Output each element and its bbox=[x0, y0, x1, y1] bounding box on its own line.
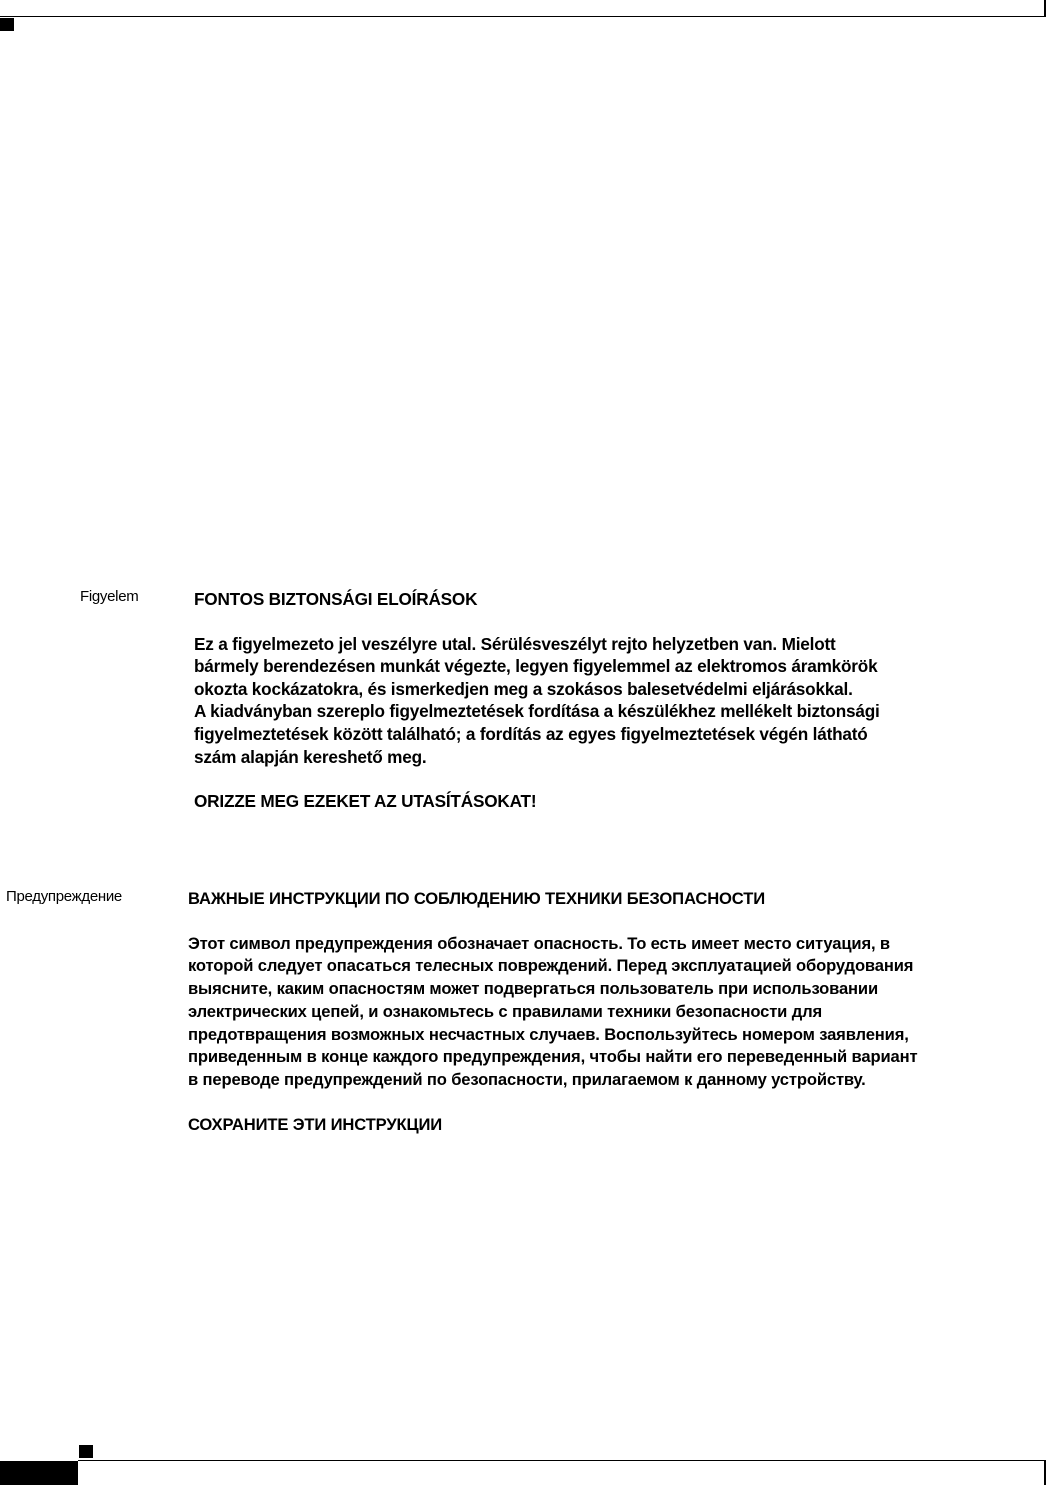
paragraph-line: выясните, каким опасностям может подвергаться пользователь при использовании bbox=[188, 979, 879, 999]
paragraph-line: Этот символ предупреждения обозначает опасность. То есть имеет место ситуация, в bbox=[188, 933, 890, 953]
paragraph-line: figyelmeztetések között található; a fordítás az egyes figyelmeztetések végén látható bbox=[194, 723, 868, 744]
paragraph-line: A kiadványban szereplo figyelmeztetések fordítása a készülékhez mellékelt biztonsági bbox=[194, 701, 880, 722]
warning-closing: ORIZZE MEG EZEKET AZ UTASÍTÁSOKAT! bbox=[194, 791, 537, 812]
warning-heading: FONTOS BIZTONSÁGI ELOÍRÁSOK bbox=[194, 589, 478, 609]
paragraph-line: bármely berendezésen munkát végezte, legyen figyelemmel az elektromos áramkörök bbox=[194, 656, 878, 677]
paragraph-line: предотвращения возможных несчастных случаев. Воспользуйтесь номером заявления, bbox=[188, 1024, 909, 1044]
bottom-marker bbox=[79, 1445, 93, 1458]
paragraph-line: в переводе предупреждений по безопасности, прилагаемом к данному устройству. bbox=[188, 1069, 866, 1089]
top-rule bbox=[0, 16, 1046, 17]
bottom-rule bbox=[78, 1460, 1046, 1461]
paragraph-line: которой следует опасаться телесных повреждений. Перед эксплуатацией оборудования bbox=[188, 956, 914, 976]
page-number-tab bbox=[0, 1461, 78, 1485]
paragraph-line: okozta kockázatokra, és ismerkedjen meg a szokásos balesetvédelmi eljárásokkal. bbox=[194, 678, 853, 699]
warning-paragraph bbox=[194, 633, 880, 769]
paragraph-line: электрических цепей, и ознакомьтесь с правилами техники безопасности для bbox=[188, 1001, 822, 1021]
paragraph-line: szám alapján kereshető meg. bbox=[194, 746, 427, 767]
warning-label-russian: Предупреждение bbox=[6, 888, 122, 905]
paragraph-line: Ez a figyelmezeto jel veszélyre utal. Sérülésveszélyt rejto helyzetben van. Mielott bbox=[194, 633, 836, 654]
warning-paragraph bbox=[188, 933, 917, 1092]
warning-body-russian bbox=[188, 888, 917, 1136]
warning-closing: СОХРАНИТЕ ЭТИ ИНСТРУКЦИИ bbox=[188, 1114, 442, 1134]
bottom-right-crop-mark bbox=[1044, 1460, 1046, 1485]
top-right-crop-mark bbox=[1044, 0, 1046, 17]
paragraph-line: приведенным в конце каждого предупреждения, чтобы найти его переведенный вариант bbox=[188, 1047, 918, 1067]
warning-heading: ВАЖНЫЕ ИНСТРУКЦИИ ПО СОБЛЮДЕНИЮ ТЕХНИКИ БЕЗОПАСНОСТИ bbox=[188, 889, 765, 908]
top-left-marker bbox=[0, 18, 14, 31]
warning-body-hungarian bbox=[194, 588, 880, 813]
warning-label-hungarian: Figyelem bbox=[80, 588, 139, 605]
